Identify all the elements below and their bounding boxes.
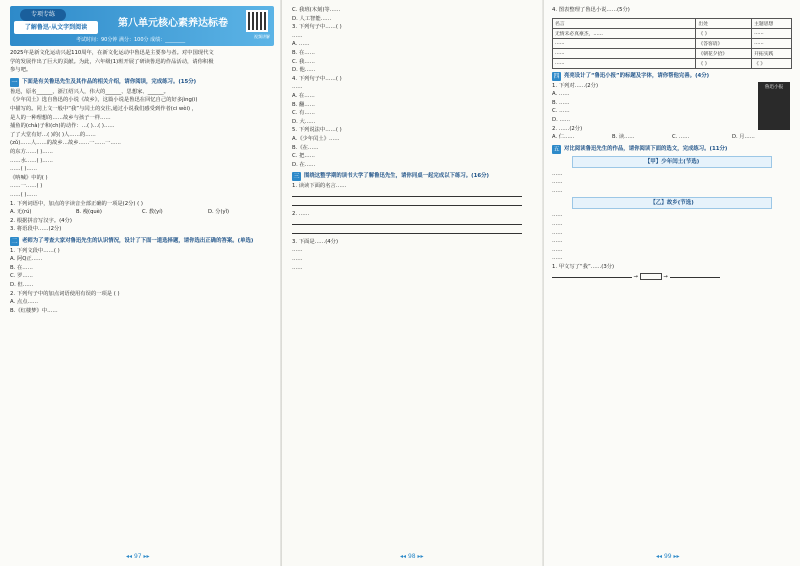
page-number-value: 98 [407,553,416,560]
exam-info: 考试时间：90分钟 满分：100分 成绩：________ [76,37,186,43]
table-row [553,38,792,48]
option[interactable]: B. 瘦(què) [76,209,102,216]
question: 3. 将语段中……(2分) [10,226,62,233]
table-cell: 《答客诮》 [696,38,752,48]
option[interactable]: B. …… [552,99,570,106]
body-line: C. 我班(木刻)等…… [292,7,341,13]
page-number-value: 99 [663,553,672,560]
section-title: 围绕这整学期的读书大学了解鲁迅先生，请你同桌一起完成以下练习。(16分) [304,173,489,180]
option[interactable]: C. …… [672,134,690,141]
section-number-icon: 四 [553,72,560,80]
body-line: 中描写的。同上文一般中“我”与闰土的交往,通过小说我们感受到作者(ci wèi) ， [10,105,198,112]
body-line: 1. 下列文段中……( ) [10,247,60,254]
body-line: 捕鱼的(chà)子和(ch)的动作：…( )…( )…… [10,123,115,130]
table-cell[interactable]: 《 》 [752,58,792,68]
option[interactable]: B. 在…… [292,49,315,56]
page-number: ◂◂ 98 ▸▸ [400,553,424,560]
table-row [553,28,792,38]
body-line: ……( )…… [10,191,38,198]
body-line: ……( )…… [10,166,38,173]
qr-caption: 视频讲解 [254,34,270,39]
body-line: A. 阿Q正…… [10,256,43,263]
body-line: 鲁迅，原名______，浙江绍兴人，伟大的______、思想家、______。 [10,88,169,95]
body-line: D. 人工智能…… [292,15,332,22]
passage-line: …… [552,212,563,219]
section-number-icon: 二 [11,237,18,245]
question: 3. 下面是……(4分) [292,238,339,245]
question: 2. …… [292,211,310,218]
option[interactable]: B. 翻…… [292,101,315,108]
question: 4. 图表整理了鲁迅小说……(5分) [552,7,630,13]
calligraphy-seal-image [758,82,790,130]
table-cell: …… [553,58,696,68]
option[interactable]: D. 分(yǐ) [208,209,230,216]
answer-line[interactable]: → → [552,272,792,282]
option[interactable]: C. 有…… [292,110,315,117]
body-line: …… [292,84,303,91]
section-number-icon: 一 [11,78,18,86]
option[interactable]: A. 无(rú) [10,209,32,216]
section-3-header [292,172,538,181]
body-line: 2. 下列句子中的加点词语使用有误的一项是 ( ) [10,290,120,297]
unit-header [10,6,274,46]
table-cell: …… [752,28,792,38]
intro-line: 2025年是新文化运动兴起110周年，在新文化运动中鲁迅是主要参与者。对中国现代文 [10,50,214,56]
body-line: A. 点点…… [10,299,39,306]
body-line: (zǔ)……人……的故乡…故乡……一……一…… [10,140,121,147]
section-title: 下面是有关鲁迅先生及其作品的相关介绍，请你阅读，完成练习。(15分) [22,78,197,85]
section-number-icon: 三 [293,173,300,181]
table-cell: 无情未必真豪杰，…… [553,28,696,38]
option[interactable]: A. 在…… [292,92,315,99]
section-5-header [552,145,792,154]
option[interactable]: C. 我…… [292,58,315,65]
section-title: 老师为了考查大家对鲁迅先生的认识情况，设计了下面一道选择题，请你选出正确的答案。(单选) [22,237,254,244]
body-line: C. 罗…… [10,273,33,280]
question: 4. 下列句子中……( ) [292,75,342,82]
table-cell: 《朝花夕拾》 [696,48,752,58]
option[interactable]: B.《在…… [292,144,319,151]
question: 2. ……(2分) [552,125,583,132]
table-cell[interactable]: 《 》 [696,28,752,38]
body-line: …… [292,32,303,39]
page-middle [282,0,544,566]
header-slogan: 了解鲁迅·从文字到阅读 [14,21,98,34]
body-line: 《呐喊》中的( ) [10,174,48,181]
body-line: …… [292,256,303,263]
quote-table [552,18,792,69]
section-1-header [10,78,274,87]
table-cell[interactable]: …… [553,48,696,58]
question: 2. 根据拼音写汉字。(4分) [10,217,72,224]
option[interactable]: A.《少年闰土》…… [292,135,340,142]
option[interactable]: D. 月…… [732,134,755,141]
question: 1. 下列对……(2分) [552,82,599,89]
options-row [552,133,792,141]
option[interactable]: C. 教(yí) [142,209,163,216]
table-cell: …… [553,38,696,48]
page-right [544,0,800,566]
passage-line: …… [552,170,563,177]
answer-line[interactable] [292,200,538,210]
passage-title: 【乙】故乡(节选) [572,197,772,209]
question: 1. 下列词语中，加点的字读音全部正确的一项是(2分) ( ) [10,200,143,207]
body-line: 的东方……( )…… [10,148,53,155]
question: 1. 读读下面的名言…… [292,183,347,190]
passage-line: …… [552,229,563,236]
intro-line: 学的发展作出了巨大的贡献。为此，六年级(1)班开展了研读鲁迅的作品活动，请你积极 [10,58,214,65]
question: 5. 下列说法中……( ) [292,127,342,134]
option[interactable]: D. 在…… [292,161,316,168]
question: 1. 甲文写了“我”……(3分) [552,263,615,270]
table-cell: 开拓实践 [752,48,792,58]
answer-box[interactable] [640,273,662,280]
body-line: 了了大堂有好…( )的( )人……的…… [10,131,96,138]
intro-line: 参与吧。 [10,67,32,74]
page-number-value: 97 [133,553,142,560]
section-title: 对比阅读鲁迅先生的作品，请你阅读下面的选文，完成练习。(11分) [564,145,728,152]
body-line: D. 但…… [10,282,34,289]
options-row [10,208,274,216]
page-title: 第八单元核心素养达标卷 [118,18,228,29]
passage-line: …… [552,220,563,227]
qr-code-icon[interactable] [246,10,268,32]
answer-line[interactable] [292,219,538,229]
option[interactable]: D. …… [552,116,571,123]
passage-line: …… [552,179,563,186]
page-number: ◂◂ 97 ▸▸ [126,553,150,560]
table-cell[interactable]: …… [752,38,792,48]
option[interactable]: C. 把…… [292,153,315,160]
table-header-cell: 主题思想 [752,18,792,28]
page-left [0,0,282,566]
table-row [553,58,792,68]
table-header-cell: 名言 [553,18,696,28]
page-number: ◂◂ 99 ▸▸ [656,553,680,560]
passage-line: …… [552,255,563,262]
body-line: …… [292,264,303,271]
passage-line: …… [552,246,563,253]
passage-line: …… [552,238,563,245]
section-number-icon: 五 [553,145,560,153]
section-title: 亮亮设计了“鲁迅小报”的标题及字体，请你帮他完善。(4分) [564,72,710,79]
answer-line[interactable] [292,191,538,201]
body-line: 是人的一种理想的……故乡与孩子一样…… [10,114,111,121]
header-badge: 专项专练 [20,9,66,21]
section-4-header [552,72,792,81]
table-header-row [553,18,792,28]
body-line: B. 在…… [10,264,33,271]
body-line: ……水……( )…… [10,157,53,164]
option[interactable]: A. …… [292,41,310,48]
seal-text: 鲁迅小报 [764,84,784,90]
option[interactable]: B. 读…… [612,134,635,141]
table-header-cell: 出处 [696,18,752,28]
question: 3. 下列句子中……( ) [292,24,342,31]
option[interactable]: C. …… [552,108,570,115]
body-line: …… [292,247,303,254]
body-line: B.《红楼梦》中…… [10,307,58,314]
body-line: 《少年闰土》选自鲁迅的小说《故乡》，这篇小说是鲁迅在回忆自己的好多jìng(i) [10,97,198,104]
answer-line[interactable] [292,228,538,238]
option[interactable]: A. 仁…… [552,134,575,141]
passage-line: …… [552,187,563,194]
option[interactable]: D. 大…… [292,118,316,125]
section-2-header [10,237,274,246]
body-line: ……一……( ) [10,183,43,190]
option[interactable]: D. 他…… [292,67,316,74]
table-row [553,48,792,58]
passage-title: 【甲】少年闰土(节选) [572,156,772,168]
option[interactable]: A. …… [552,91,570,98]
table-cell[interactable]: 《 》 [696,58,752,68]
